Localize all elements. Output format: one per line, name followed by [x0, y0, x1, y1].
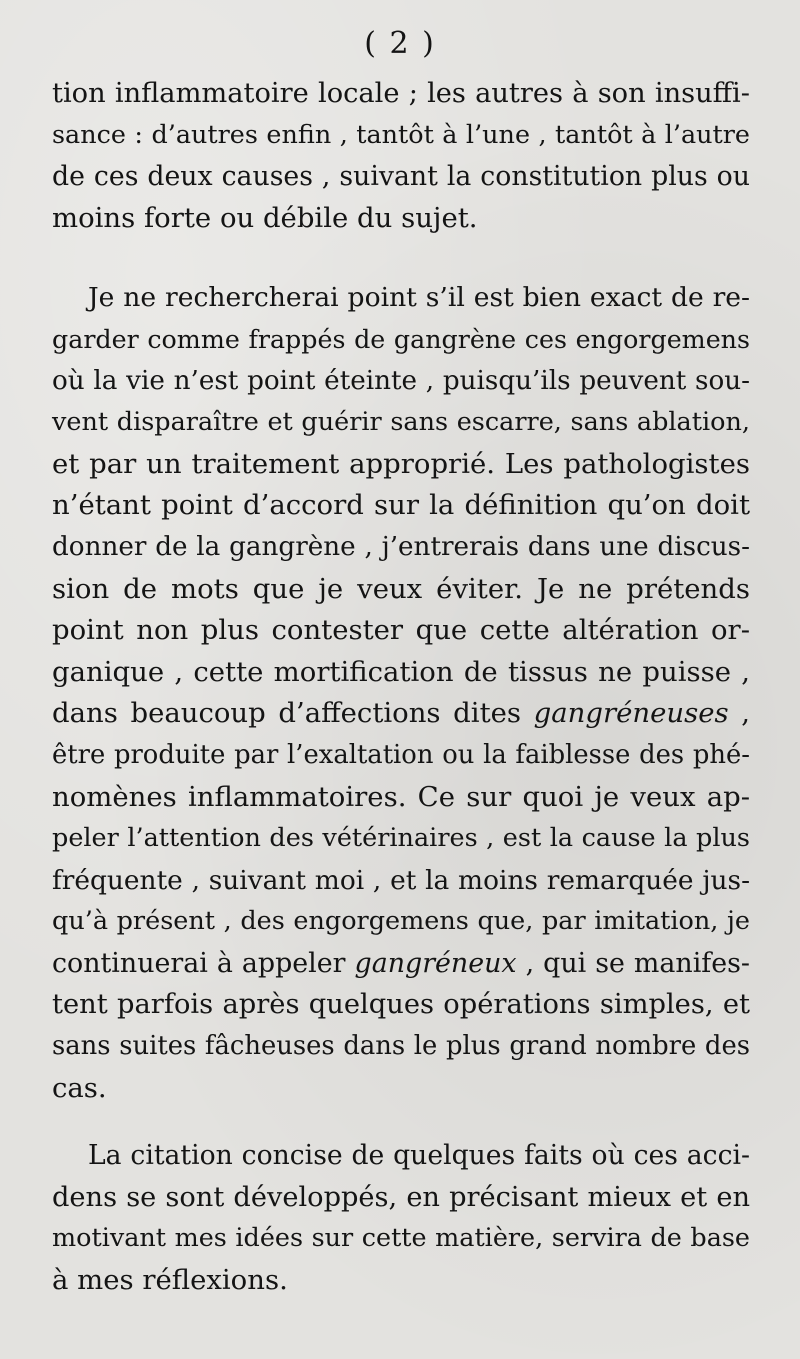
text-line: sance : d’autres enfin , tantôt à l’une , tantôt à l’autre [52, 119, 750, 150]
text-line: où la vie n’est point éteinte , puisqu’ils peuvent sou- [52, 365, 750, 396]
text-line: sion de mots que je veux éviter. Je ne prétends [52, 572, 750, 605]
text-line: n’étant point d’accord sur la définition qu’on doit [52, 489, 750, 522]
text-line: nomènes inflammatoires. Ce sur quoi je veux ap- [52, 780, 750, 813]
text-line: qu’à présent , des engorgemens que, par imitation, je [52, 906, 750, 937]
text-line: tent parfois après quelques opérations simples, et [52, 989, 750, 1021]
italic-term: gangréneuses [533, 697, 729, 730]
text-line: sans suites fâcheuses dans le plus grand nombre des [52, 1031, 750, 1062]
text-line: et par un traitement approprié. Les pathologistes [52, 447, 750, 480]
text-line: de ces deux causes , suivant la constitution plus ou [52, 161, 750, 193]
text-line: cas. [52, 1071, 107, 1104]
paragraph-gap [52, 239, 750, 277]
text-run: , qui se manifes- [516, 947, 750, 979]
italic-term: gangréneux [354, 947, 517, 979]
paragraph-1 [52, 73, 750, 239]
text-line: peler l’attention des vétérinaires , est la cause la plus [52, 823, 750, 854]
page-number: ( 2 ) [364, 26, 436, 61]
text-line: La citation concise de quelques faits où ces acci- [88, 1140, 750, 1172]
text-line: vent disparaître et guérir sans escarre, sans ablation, [52, 407, 750, 438]
text-line: motivant mes idées sur cette matière, servira de base [52, 1223, 750, 1254]
text-line: donner de la gangrène , j’entrerais dans une discus- [52, 531, 750, 562]
text-line: être produite par l’exaltation ou la faiblesse des phé- [52, 739, 750, 770]
text-line: fréquente , suivant moi , et la moins remarquée jus- [52, 864, 750, 896]
body-text [52, 73, 750, 1302]
paragraph-gap [52, 1109, 750, 1135]
text-line: dens se sont développés, en précisant mieux et en [52, 1181, 750, 1213]
text-line-with-italic [52, 943, 750, 985]
text-run: , [728, 697, 750, 730]
text-line: Je ne rechercherai point s’il est bien exact de re- [88, 282, 750, 314]
text-run: continuerai à appeler [52, 947, 355, 979]
text-line: moins forte ou débile du sujet. [52, 201, 478, 234]
paragraph-2 [52, 277, 750, 1109]
text-line: garder comme frappés de gangrène ces engorgemens [52, 323, 750, 354]
text-line: tion inflammatoire locale ; les autres à son insuffi- [52, 78, 750, 109]
text-line: ganique , cette mortification de tissus ne puisse , [52, 655, 750, 688]
text-line-with-italic [52, 693, 750, 735]
text-line: point non plus contester que cette altération or- [52, 614, 750, 647]
text-run: dans beaucoup d’affections dites [52, 697, 534, 730]
text-line: à mes réflexions. [52, 1264, 288, 1297]
paragraph-3 [52, 1135, 750, 1301]
